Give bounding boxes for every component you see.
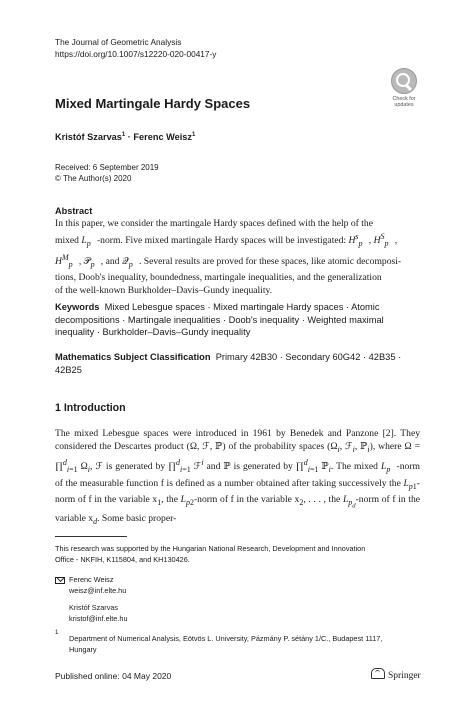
- contact-name: Ferenc Weisz: [69, 575, 114, 584]
- envelope-icon: [55, 577, 65, 584]
- author-name: Kristóf Szarvas: [55, 132, 122, 143]
- badge-line1: Check for: [392, 96, 416, 102]
- author-list: [55, 132, 195, 142]
- contact-name: Kristóf Szarvas: [69, 603, 119, 612]
- published-online-date: Published online: 04 May 2020: [55, 671, 172, 681]
- abstract-line: $H^M_{p⃗}$, 𝒫$_{p⃗}$, and 𝒬$_{p⃗}$. Several results are proved for these spaces, like atomic decomposi-: [55, 252, 402, 269]
- publisher-name: Springer: [388, 671, 421, 681]
- abstract-heading: Abstract: [55, 206, 93, 216]
- keywords-label: Keywords: [55, 302, 100, 312]
- contact-email-link[interactable]: weisz@inf.elte.hu: [69, 585, 127, 595]
- check-for-updates-icon: [391, 68, 417, 94]
- article-dates: [55, 162, 159, 184]
- author-separator: ·: [125, 132, 134, 143]
- funding-footnote: This research was supported by the Hungarian National Research, Development and Innovation Office - NKFIH, K115804, and KH130426.: [55, 544, 366, 564]
- abstract-line: of the well-known Burkholder–Davis–Gundy inequality.: [55, 285, 273, 296]
- corresponding-author-contact: [69, 575, 126, 596]
- abstract-body: [55, 217, 420, 297]
- copyright-line: © The Author(s) 2020: [55, 174, 132, 183]
- badge-line2: updates: [394, 102, 414, 108]
- section-heading-introduction: 1 Introduction: [55, 402, 126, 414]
- journal-doi-link[interactable]: https://doi.org/10.1007/s12220-020-00417-y: [55, 49, 217, 59]
- keywords-section: [55, 301, 420, 339]
- publisher-logo: [371, 668, 421, 681]
- author-contact: [69, 603, 128, 624]
- abstract-line: tions, Doob's inequality, boundedness, martingale inequalities, and the generalization: [55, 271, 382, 283]
- affiliation-marker: 1: [121, 132, 126, 138]
- msc-label: Mathematics Subject Classification: [55, 352, 211, 362]
- journal-header: [55, 36, 216, 60]
- msc-text: Primary 42B30 · Secondary 60G42 · 42B35 · 42B25: [55, 352, 402, 375]
- received-date: Received: 6 September 2019: [55, 163, 159, 172]
- introduction-paragraph: The mixed Lebesgue spaces were introduced in 1961 by Benedek and Panzone [2]. They considered the Descartes product (Ω, ℱ, ℙ) of the probability spaces ($\Omega_i$, ℱ$_i$, ℙ$_i$), where Ω = ∏$^d_{i=1}$ $\Omega_i$, ℱ is generated by ∏$^d_{i=1}$ ℱ$^i$ and ℙ is generated by ∏$^d_{i=1}$ ℙ$_i$. The mixed $L_{p⃗}$-norm of the measurable function f is defined as a number obtained after taking successively the $L_{p1}$-norm of f in the variable $x_1$, the $L_{p2}$-norm of f in the variable $x_2$, . . . , the $L_{p_d}$-norm of f in the variable $x_d$. Some basic proper-: [55, 428, 421, 527]
- check-for-updates-badge[interactable]: [389, 68, 419, 108]
- springer-horse-icon: [371, 668, 385, 679]
- abstract-line: In this paper, we consider the martingale Hardy spaces defined with the help of the: [55, 218, 373, 229]
- msc-section: [55, 351, 420, 376]
- abstract-line: mixed $L_{p⃗}$-norm. Five mixed martingale Hardy spaces will be investigated: $H^s_{p⃗}$, $H^S_{p⃗}$,: [55, 232, 398, 249]
- author-name: Ferenc Weisz: [133, 132, 192, 143]
- footnote-divider: [55, 536, 127, 537]
- journal-name: The Journal of Geometric Analysis: [55, 37, 182, 47]
- paper-title: Mixed Martingale Hardy Spaces: [55, 96, 251, 111]
- affiliation-marker: 1: [191, 132, 196, 138]
- keywords-text: Mixed Lebesgue spaces · Mixed martingale Hardy spaces · Atomic decompositions · Martingale inequalities · Doob's inequality · Weighted maximal inequality · Burkholder–Davis–Gundy inequality: [55, 302, 384, 338]
- affiliation-number: 1: [55, 630, 59, 636]
- affiliation-text: Department of Numerical Analysis, Eötvös L. University, Pázmány P. sétány 1/C., Budapest 1117, Hungary: [69, 634, 383, 654]
- contact-email-link[interactable]: kristof@inf.elte.hu: [69, 613, 128, 623]
